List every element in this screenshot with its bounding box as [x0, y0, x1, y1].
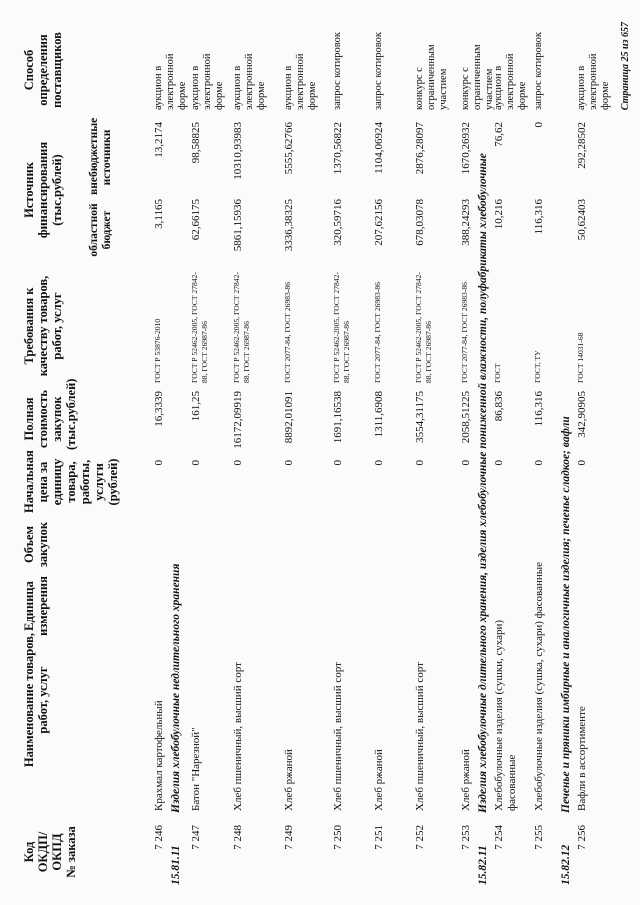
row-full-cost: 1311,6908: [373, 391, 385, 438]
section-code: 15.81.11: [170, 845, 182, 885]
row-requirements: ГОСТ Р 52462-2005, ГОСТ 27842-88, ГОСТ 26987-86: [232, 272, 251, 383]
row-full-cost: 1691,16538: [332, 391, 344, 444]
row-method: конкурс с ограниченным участием: [460, 44, 495, 110]
header-start-price: Начальная цена за единицу товара, работы, услуги (рублей): [22, 450, 120, 513]
row-requirements: ГОСТ, ТУ: [533, 350, 542, 383]
row-source-vne: 292,28502: [576, 122, 588, 169]
row-source-vne: 76,62: [493, 122, 505, 147]
row-start-price: 0: [190, 460, 202, 466]
row-source-obl: 116,316: [533, 199, 545, 235]
row-method: конкурс с ограниченным участием: [414, 44, 449, 110]
row-name: Хлебобулочные изделия (сушки, сухари) фасованные: [493, 619, 518, 811]
row-method: аукцион в электронной форме: [576, 53, 611, 110]
row-method: аукцион в электронной форме: [493, 53, 528, 110]
row-start-price: 0: [373, 460, 385, 466]
row-code: 7 255: [533, 825, 545, 850]
row-method: аукцион в электронной форме: [153, 53, 188, 110]
row-source-vne: 98,58825: [190, 122, 202, 164]
row-requirements: ГОСТ Р 52462-2005, ГОСТ 27842-88, ГОСТ 26987-86: [332, 272, 351, 383]
row-requirements: ГОСТ 14031-68: [576, 332, 585, 383]
row-code: 7 251: [373, 825, 385, 850]
row-full-cost: 86,836: [493, 391, 505, 422]
row-code: 7 256: [576, 825, 588, 850]
row-name: Вафли в ассортименте: [576, 706, 588, 811]
row-source-vne: 2876,28097: [414, 122, 426, 175]
row-source-vne: 1670,26932: [460, 122, 472, 175]
row-source-obl: 678,03078: [414, 199, 426, 246]
row-source-obl: 388,24293: [460, 199, 472, 246]
row-source-vne: 1370,56822: [332, 122, 344, 175]
row-start-price: 0: [414, 460, 426, 466]
header-full-cost: Полная стоимость закупок (тыс.рублей): [22, 378, 78, 450]
row-source-obl: 320,59716: [332, 199, 344, 246]
row-method: запрос котировок: [373, 32, 384, 110]
row-requirements: ГОСТ Р 53876-2010: [153, 318, 162, 383]
row-full-cost: 16,3339: [153, 391, 165, 427]
row-source-vne: 10310,93983: [232, 122, 244, 180]
section-title: Изделия хлебобулочные недлительного хранения: [170, 563, 182, 813]
row-full-cost: 8892,01091: [283, 391, 295, 444]
row-method: запрос котировок: [533, 32, 544, 110]
page-number: Страница 25 из 657: [620, 22, 631, 111]
row-start-price: 0: [493, 460, 505, 466]
row-start-price: 0: [283, 460, 295, 466]
row-method: аукцион в электронной форме: [190, 53, 225, 110]
row-name: Хлебобулочные изделия (сушка, сухари) фасованные: [533, 561, 545, 811]
row-source-obl: 50,62403: [576, 199, 588, 241]
row-code: 7 254: [493, 825, 505, 850]
header-name: Наименование товаров, работ, услуг: [22, 632, 50, 768]
row-full-cost: 116,316: [533, 391, 545, 427]
row-start-price: 0: [153, 460, 165, 466]
row-source-vne: 13,2174: [153, 122, 165, 158]
row-source-obl: 207,62156: [373, 199, 385, 246]
row-start-price: 0: [460, 460, 472, 466]
row-method: запрос котировок: [332, 32, 343, 110]
header-source: Источник финансирования (тыс.рублей): [22, 141, 64, 239]
row-name: Крахмал картофельный: [153, 700, 165, 811]
row-method: аукцион в электронной форме: [283, 53, 318, 110]
row-requirements: ГОСТ Р 52462-2005, ГОСТ 27842-88, ГОСТ 26987-86: [190, 272, 209, 383]
header-source-obl: областной бюджет: [88, 203, 113, 257]
row-requirements: ГОСТ: [493, 363, 502, 383]
row-name: Хлеб ржаной: [283, 749, 295, 811]
row-requirements: ГОСТ 2077-84, ГОСТ 26983-86: [460, 282, 469, 383]
row-source-obl: 5861,15936: [232, 199, 244, 252]
row-source-vne: 0: [533, 122, 545, 128]
header-code: Код ОКДП/ ОКПД № заказа: [22, 826, 78, 878]
row-name: Батон "Нарезной": [190, 727, 202, 811]
row-code: 7 253: [460, 825, 472, 850]
row-name: Хлеб ржаной: [460, 749, 472, 811]
row-name: Хлеб пшеничный, высший сорт: [232, 662, 244, 811]
section-title: Печенье и пряники имбирные и аналогичные изделия; печенье сладкое; вафли: [560, 416, 572, 813]
row-requirements: ГОСТ Р 52462-2005, ГОСТ 27842-88, ГОСТ 26987-86: [414, 272, 433, 383]
row-source-obl: 62,66175: [190, 199, 202, 241]
row-start-price: 0: [232, 460, 244, 466]
row-source-vne: 1104,06924: [373, 122, 385, 174]
row-source-obl: 10,216: [493, 199, 505, 230]
row-start-price: 0: [576, 460, 588, 466]
row-full-cost: 2058,51225: [460, 391, 472, 444]
row-code: 7 247: [190, 825, 202, 850]
row-code: 7 250: [332, 825, 344, 850]
section-title: Изделия хлебобулочные длительного хранения, изделия хлебобулочные пониженной влажности, полуфабрикаты хлебобулочные: [477, 153, 489, 813]
section-code: 15.82.11: [477, 845, 489, 885]
row-full-cost: 16172,09919: [232, 391, 244, 449]
section-code: 15.82.12: [560, 844, 572, 885]
row-source-obl: 3336,38325: [283, 199, 295, 252]
row-requirements: ГОСТ 2077-84, ГОСТ 26983-86: [373, 282, 382, 383]
row-name: Хлеб пшеничный, высший сорт: [332, 662, 344, 811]
row-full-cost: 161,25: [190, 391, 202, 422]
row-code: 7 248: [232, 825, 244, 850]
row-full-cost: 3554,31175: [414, 391, 426, 443]
row-requirements: ГОСТ 2077-84, ГОСТ 26983-86: [283, 282, 292, 383]
row-source-vne: 5555,62766: [283, 122, 295, 175]
header-unit: Единица измерения: [22, 576, 50, 636]
row-code: 7 252: [414, 825, 426, 850]
row-source-obl: 3,1165: [153, 199, 165, 229]
row-start-price: 0: [533, 460, 545, 466]
header-method: Способ определения поставщиков: [22, 32, 64, 108]
header-volume: Объем закупок: [22, 521, 50, 568]
row-name: Хлеб пшеничный, высший сорт: [414, 662, 426, 811]
row-name: Хлеб ржаной: [373, 749, 385, 811]
header-requirements: Требования к качеству товаров, работ, услуг: [22, 275, 64, 377]
row-code: 7 249: [283, 825, 295, 850]
header-source-vne: внебюджетные источники: [88, 117, 113, 195]
row-code: 7 246: [153, 825, 165, 850]
row-method: аукцион в электронной форме: [232, 53, 267, 110]
row-full-cost: 342,90905: [576, 391, 588, 438]
row-start-price: 0: [332, 460, 344, 466]
